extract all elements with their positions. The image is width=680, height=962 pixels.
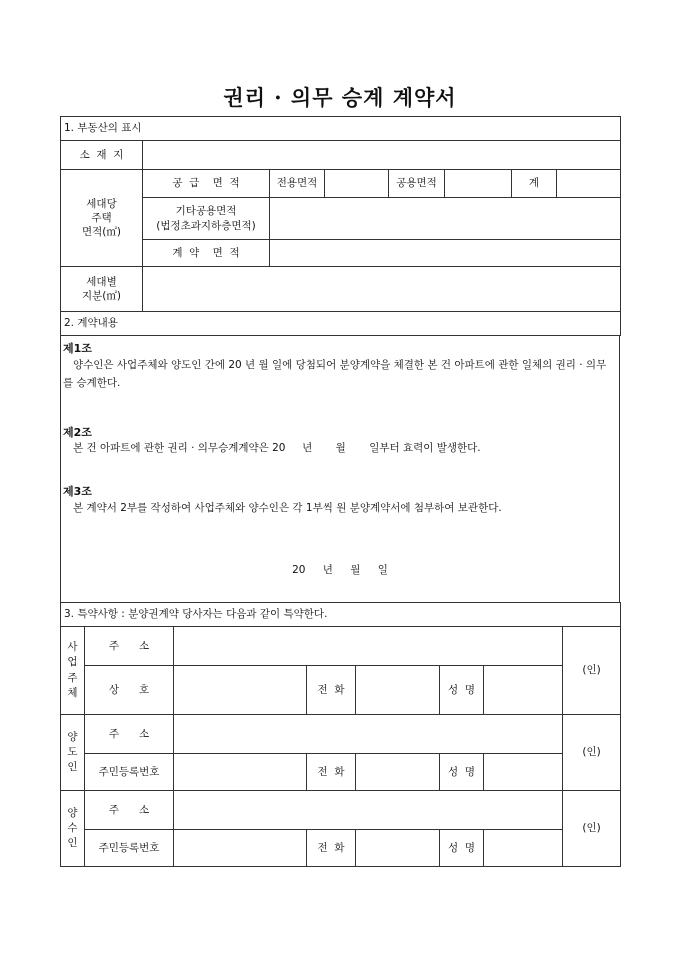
party-transferor-label: 양 도 인 xyxy=(61,715,85,791)
section2-heading: 2. 계약내용 xyxy=(61,312,621,336)
common-area-label: 공용면적 xyxy=(389,170,445,198)
article-2-title: 제2조 xyxy=(63,426,92,439)
transferor-id-field[interactable] xyxy=(174,754,307,791)
total-area-label: 계 xyxy=(512,170,557,198)
transferor-seal: (인) xyxy=(563,715,621,791)
developer-seal: (인) xyxy=(563,627,621,715)
contract-date[interactable]: 20 년 월 일 xyxy=(292,564,388,576)
other-common-area-label: 기타공용면적 (법정초과지하층면적) xyxy=(143,198,270,240)
transferor-name-field[interactable] xyxy=(484,754,563,791)
developer-name-label: 성 명 xyxy=(440,666,484,715)
developer-company-label: 상 호 xyxy=(85,666,174,715)
developer-phone-field[interactable] xyxy=(356,666,440,715)
area-label: 세대당 주택 면적(㎡) xyxy=(61,170,143,267)
transferor-phone-label: 전 화 xyxy=(307,754,356,791)
transferee-seal: (인) xyxy=(563,791,621,867)
transferee-id-field[interactable] xyxy=(174,830,307,867)
transferee-id-label: 주민등록번호 xyxy=(85,830,174,867)
contract-area-label: 계 약 면 적 xyxy=(143,240,270,267)
party-developer-label: 사 업 주 체 xyxy=(61,627,85,715)
article-2-body: 본 건 아파트에 관한 권리 · 의무승계계약은 20 년 월 일부터 효력이 발생한다. xyxy=(73,442,481,454)
developer-address-label: 주 소 xyxy=(85,627,174,666)
transferor-phone-field[interactable] xyxy=(356,754,440,791)
contract-form xyxy=(60,116,620,867)
transferor-id-label: 주민등록번호 xyxy=(85,754,174,791)
property-table xyxy=(60,116,621,336)
party-transferee-label: 양 수 인 xyxy=(61,791,85,867)
transferor-address-field[interactable] xyxy=(174,715,563,754)
contract-articles xyxy=(60,336,620,602)
transferee-address-field[interactable] xyxy=(174,791,563,830)
developer-name-field[interactable] xyxy=(484,666,563,715)
transferee-name-label: 성 명 xyxy=(440,830,484,867)
article-1-body: 양수인은 사업주체와 양도인 간에 20 년 월 일에 당첨되어 분양계약을 체결한 본 건 아파트에 관한 일체의 권리 · 의무를 승계한다. xyxy=(63,359,607,390)
developer-phone-label: 전 화 xyxy=(307,666,356,715)
transferor-address-label: 주 소 xyxy=(85,715,174,754)
location-field[interactable] xyxy=(143,141,621,170)
contract-area-field[interactable] xyxy=(270,240,621,267)
location-label: 소 재 지 xyxy=(61,141,143,170)
total-area-field[interactable] xyxy=(557,170,621,198)
transferor-name-label: 성 명 xyxy=(440,754,484,791)
article-3-body: 본 계약서 2부를 작성하여 사업주체와 양수인은 각 1부씩 원 분양계약서에 첨부하여 보관한다. xyxy=(73,502,502,514)
section1-heading: 1. 부동산의 표시 xyxy=(61,117,621,141)
exclusive-area-label: 전용면적 xyxy=(270,170,325,198)
other-common-area-field[interactable] xyxy=(270,198,621,240)
parties-table xyxy=(60,602,621,867)
common-area-field[interactable] xyxy=(445,170,512,198)
supply-area-label: 공 급 면 적 xyxy=(143,170,270,198)
share-label: 세대별 지분(㎡) xyxy=(61,267,143,312)
transferee-phone-field[interactable] xyxy=(356,830,440,867)
exclusive-area-field[interactable] xyxy=(325,170,389,198)
section3-heading: 3. 특약사항 : 분양권계약 당사자는 다음과 같이 특약한다. xyxy=(61,603,621,627)
article-3-title: 제3조 xyxy=(63,485,92,498)
transferee-phone-label: 전 화 xyxy=(307,830,356,867)
document-title: 권리 · 의무 승계 계약서 xyxy=(223,85,457,110)
developer-address-field[interactable] xyxy=(174,627,563,666)
developer-company-field[interactable] xyxy=(174,666,307,715)
transferee-address-label: 주 소 xyxy=(85,791,174,830)
transferee-name-field[interactable] xyxy=(484,830,563,867)
share-field[interactable] xyxy=(143,267,621,312)
article-1-title: 제1조 xyxy=(63,342,92,355)
